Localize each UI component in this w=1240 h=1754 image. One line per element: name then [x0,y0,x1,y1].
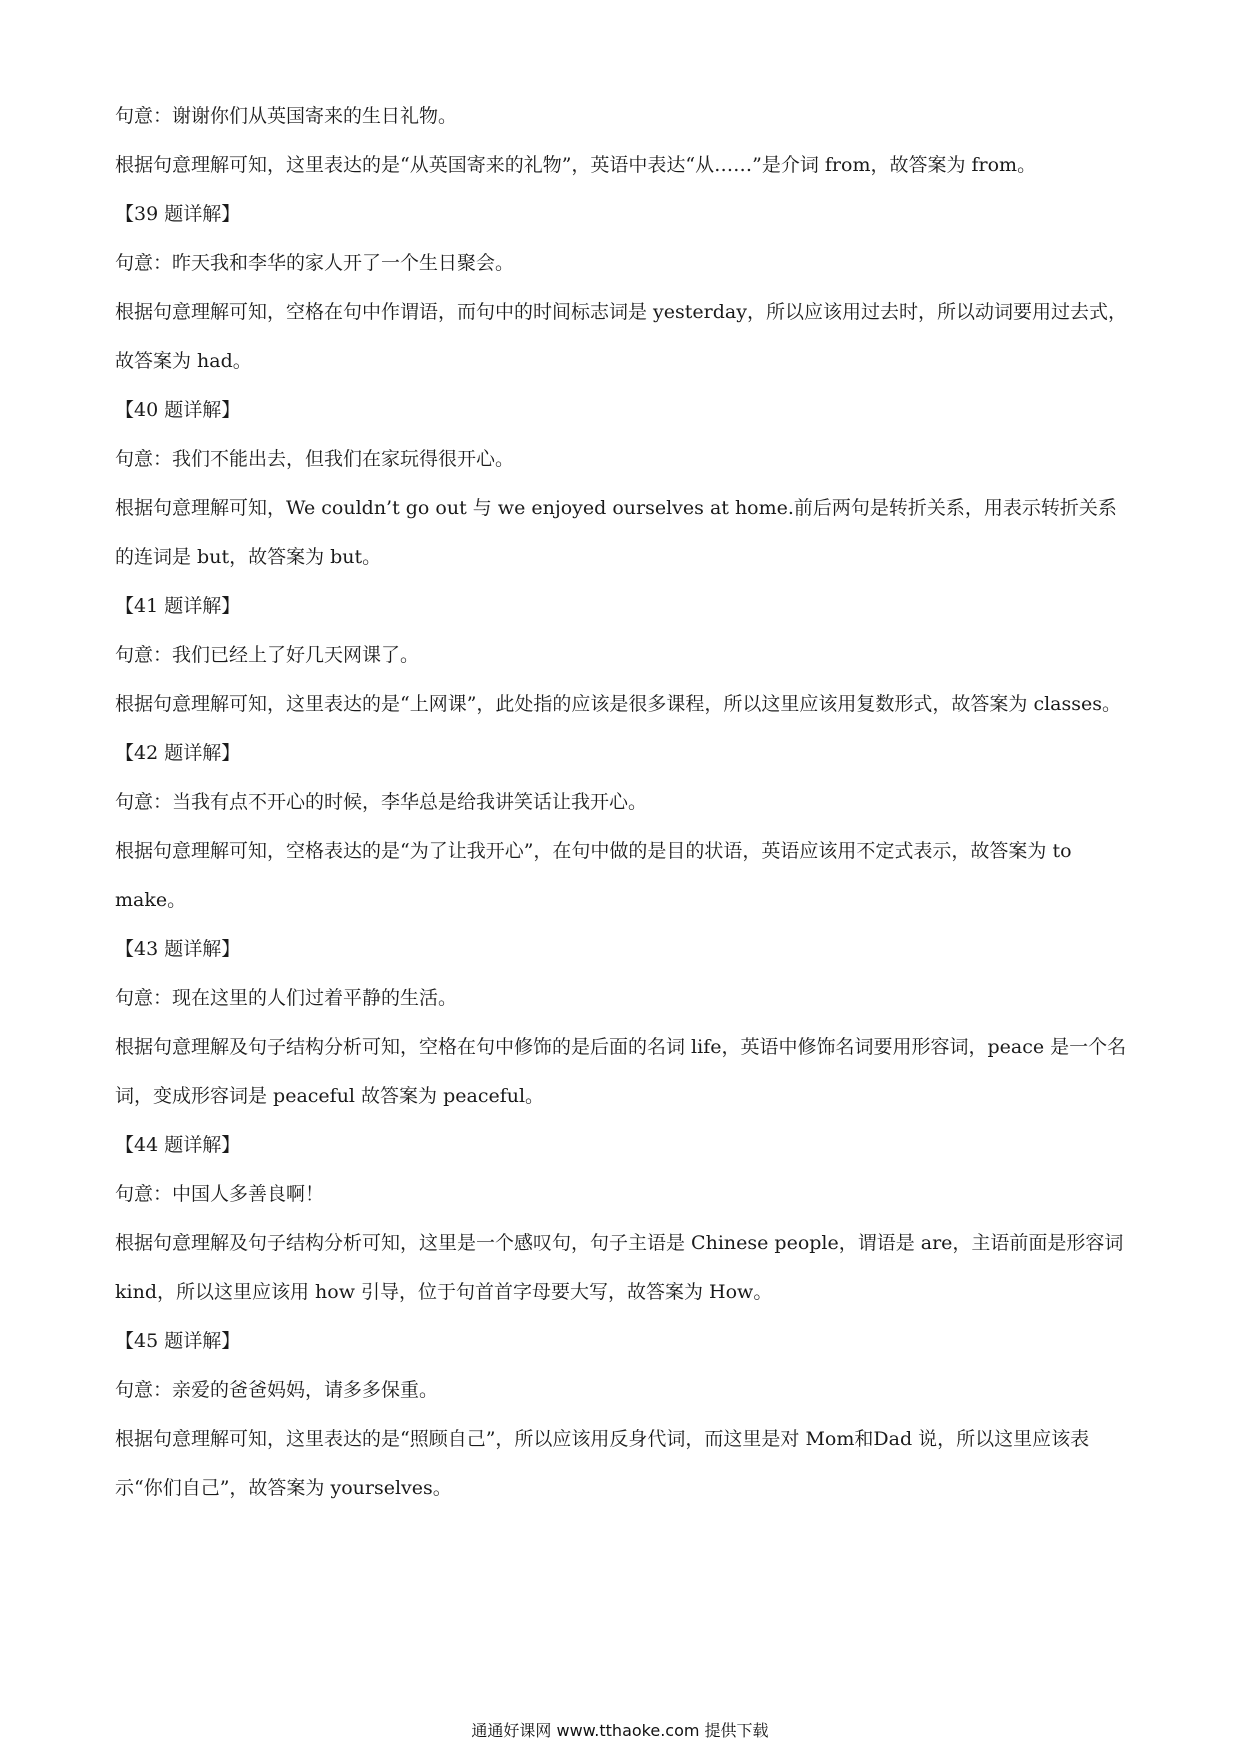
section-heading: 【40 题详解】 [115,399,241,421]
section-43 [115,925,1135,1121]
section-explanation: 根据句意理解可知，空格在句中作谓语，而句中的时间标志词是 yesterday，所以应该用过去时，所以动词要用过去式，故答案为 had。 [115,301,1127,372]
section-41 [115,582,1135,729]
section-meaning: 句意：中国人多善良啊！ [115,1183,325,1205]
section-explanation: 根据句意理解及句子结构分析可知，空格在句中修饰的是后面的名词 life，英语中修饰名词要用形容词，peace 是一个名词，变成形容词是 peaceful 故答案为 peaceful。 [115,1036,1127,1107]
section-meaning: 句意：我们已经上了好几天网课了。 [115,644,420,666]
section-meaning: 句意：现在这里的人们过着平静的生活。 [115,987,458,1009]
section-40 [115,386,1135,582]
section-meaning: 句意：昨天我和李华的家人开了一个生日聚会。 [115,252,515,274]
section-heading: 【41 题详解】 [115,595,241,617]
intro-explanation: 根据句意理解可知，这里表达的是“从英国寄来的礼物”，英语中表达“从……”是介词 from，故答案为 from。 [115,154,1037,176]
section-explanation: 根据句意理解可知，这里表达的是“上网课”，此处指的应该是很多课程，所以这里应该用复数形式，故答案为 classes。 [115,693,1122,715]
section-heading: 【39 题详解】 [115,203,241,225]
section-explanation: 根据句意理解可知，We couldn’t go out 与 we enjoyed ourselves at home.前后两句是转折关系，用表示转折关系的连词是 but，故答案为 but。 [115,497,1117,568]
page-footer: 通通好课网 www.tthaoke.com 提供下载 [471,1721,769,1740]
section-39 [115,190,1135,386]
section-meaning: 句意：我们不能出去，但我们在家玩得很开心。 [115,448,515,470]
section-heading: 【42 题详解】 [115,742,241,764]
section-45 [115,1317,1135,1513]
section-meaning: 句意：当我有点不开心的时候，李华总是给我讲笑话让我开心。 [115,791,648,813]
section-meaning: 句意：亲爱的爸爸妈妈，请多多保重。 [115,1379,439,1401]
section-42 [115,729,1135,925]
document-body [115,92,1135,1513]
section-explanation: 根据句意理解可知，空格表达的是“为了让我开心”，在句中做的是目的状语，英语应该用不定式表示，故答案为 to make。 [115,840,1072,911]
section-44 [115,1121,1135,1317]
section-heading: 【45 题详解】 [115,1330,241,1352]
intro-meaning: 句意：谢谢你们从英国寄来的生日礼物。 [115,105,458,127]
section-heading: 【44 题详解】 [115,1134,241,1156]
section-heading: 【43 题详解】 [115,938,241,960]
section-explanation: 根据句意理解及句子结构分析可知，这里是一个感叹句，句子主语是 Chinese people，谓语是 are，主语前面是形容词 kind，所以这里应该用 how 引导，位于句首首字母要大写，故答案为 How。 [115,1232,1124,1303]
section-explanation: 根据句意理解可知，这里表达的是“照顾自己”，所以应该用反身代词，而这里是对 Mom和Dad 说，所以这里应该表示“你们自己”，故答案为 yourselves。 [115,1428,1090,1499]
